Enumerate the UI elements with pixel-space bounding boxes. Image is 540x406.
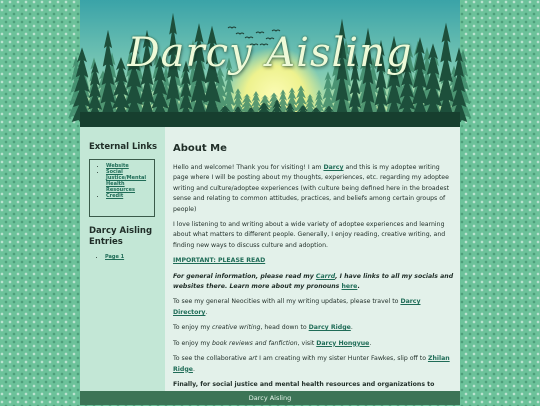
pronouns-link[interactable]: here [341,283,358,291]
site-title: Darcy Aisling [127,30,413,76]
entry-page-1-link[interactable]: Page 1 [105,254,125,260]
text: . [205,308,208,316]
main-content [165,127,460,391]
text: , visit [297,339,317,347]
text: I am creating with my sister Hunter Fawkes, slip off to [257,355,428,363]
carrd-link[interactable]: Carrd [315,272,336,280]
reviews-paragraph [173,339,456,349]
text: For general information, please read my [173,272,316,280]
text: . [357,283,360,291]
text: To enjoy my [173,324,212,332]
darcy-hongyue-link[interactable]: Darcy Hongyue [316,339,370,347]
list-item [105,254,124,260]
about-text [173,163,456,406]
interests-paragraph: I love listening to and writing about a wide variety of adoptee experiences and learning about what matters to different people. Generally, I enjoy reading, creative writing, and finding new ways to discuss culture and adoption. [173,221,446,249]
footer: Darcy Aisling [80,391,460,405]
text: To see the collaborative [173,355,249,363]
text: . [369,339,372,347]
emphasis: book reviews and fanfiction [212,339,298,347]
text: and this is my adoptee writing page where I will be posting about my thoughts, experiences, etc. regarding my adoptee writing and culture/adoptee experiences (with culture being defined here in the broadest sense and relating to common attitudes, practices, and beliefs among certain groups of people) [173,164,450,213]
text: To enjoy my [173,339,212,347]
important-paragraph [173,256,456,266]
important-link[interactable]: IMPORTANT: PLEASE READ [173,257,266,265]
list-item [106,169,154,193]
general-info-paragraph [173,272,456,293]
darcy-link[interactable]: Darcy [323,164,344,171]
art-paragraph [173,354,456,375]
site-container [80,0,460,405]
text: , head down to [260,324,309,332]
page-title: About Me [173,143,227,154]
zhilan-ridge-link[interactable]: Zhilan Ridge [173,355,450,373]
entries-heading: Darcy Aisling Entries [89,226,153,247]
directory-paragraph [173,297,456,318]
creative-writing-paragraph [173,323,456,333]
external-links-heading: External Links [89,142,158,152]
website-link[interactable]: Website [106,163,129,169]
list-item [106,193,154,199]
emphasis: art [248,355,258,363]
header-banner [80,0,460,127]
emphasis: creative writing [212,324,261,332]
text: . [350,324,353,332]
external-links-box [89,159,155,217]
text: , I have links to all my socials and websites there. Learn more about my pronouns [173,272,454,291]
text: Finally, for social justice and mental health resources and organizations to [173,380,435,388]
text: To see my general Neocities with all my writing updates, please travel to [173,298,401,306]
text: Hello and welcome! Thank you for visiting! I am [173,164,324,171]
credit-link[interactable]: Credit [106,193,124,199]
intro-paragraph [173,163,456,215]
sidebar [80,127,165,391]
darcy-ridge-link[interactable]: Darcy Ridge [308,324,351,332]
darcy-directory-link[interactable]: Darcy Directory [173,298,421,316]
text: . [192,365,195,373]
resources-link[interactable]: Social Justice/Mental Health Resources [106,169,147,193]
